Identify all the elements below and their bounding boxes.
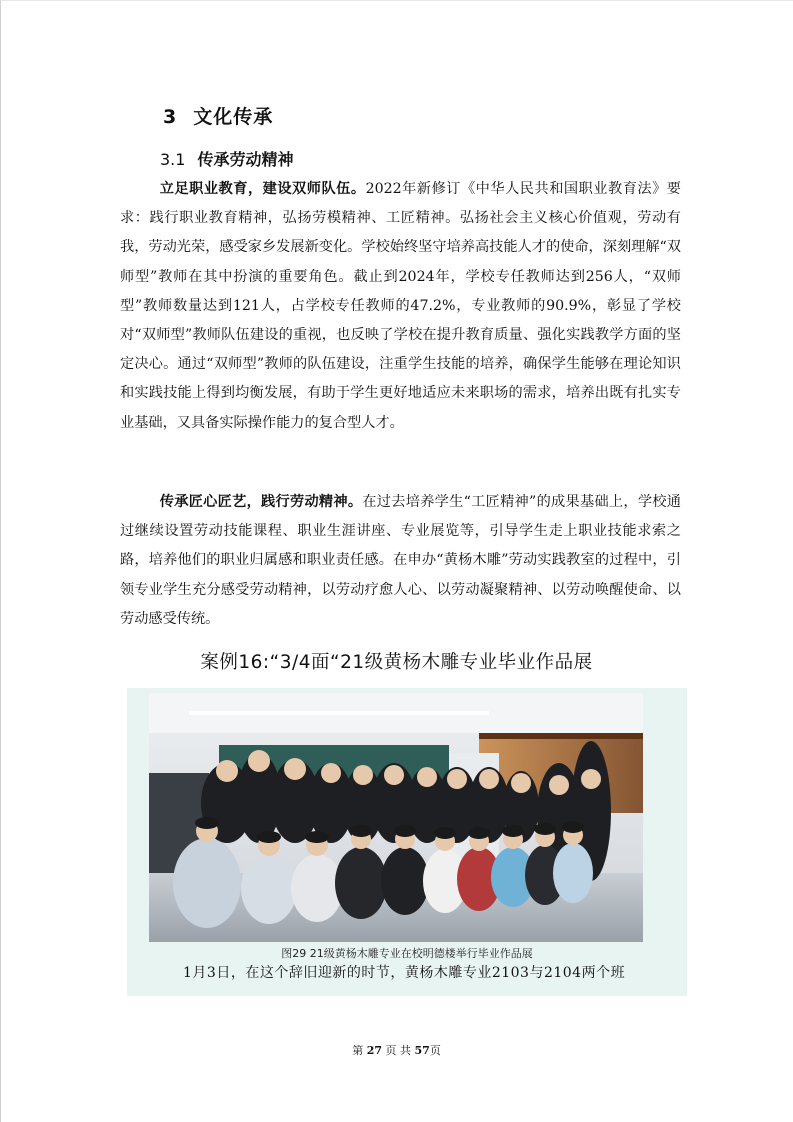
footer-prefix: 第 xyxy=(352,1044,364,1057)
paragraph-craftsmanship xyxy=(120,488,681,634)
section-number: 3 xyxy=(163,106,178,128)
paragraph-body: 2022年新修订《中华人民共和国职业教育法》要求：践行职业教育精神，弘扬劳模精神、工匠精神。弘扬社会主义核心价值观，劳动有我，劳动光荣，感受家乡发展新变化。学校始终坚守培养高技能人才的使命，深刻理解“双师型”教师在其中扮演的重要角色。截止到2024年，学校专任教师达到256人，“双师型”教师数量达到121人，占学校专任教师的47.2%，专业教师的90.9%，彰显了学校对“双师型”教师队伍建设的重视，也反映了学校在提升教育质量、强化实践教学方面的坚定决心。通过“双师型”教师的队伍建设，注重学生技能的培养，确保学生能够在理论知识和实践技能上得到均衡发展，有助于学生更好地适应未来职场的需求，培养出既有扎实专业基础，又具备实际操作能力的复合型人才。 xyxy=(120,181,681,431)
section-title: 文化传承 xyxy=(193,106,274,128)
total-page-number: 57 xyxy=(414,1044,430,1057)
paragraph-lead: 立足职业教育，建设双师队伍。 xyxy=(159,181,366,197)
group-photo xyxy=(149,693,643,942)
case-text: 1月3日，在这个辞旧迎新的时节，黄杨木雕专业2103与2104两个班 xyxy=(183,965,626,981)
subsection-number: 3.1 xyxy=(160,150,186,169)
figure-caption: 图29 21级黄杨木雕专业在校明德楼举行毕业作品展 xyxy=(281,947,533,960)
paragraph-lead: 传承匠心匠艺，践行劳动精神。 xyxy=(159,494,363,510)
footer-middle: 页 共 xyxy=(385,1044,411,1057)
section-heading xyxy=(163,102,273,129)
page-footer xyxy=(0,1042,793,1058)
group-photo-illustration xyxy=(149,693,643,942)
footer-suffix: 页 xyxy=(429,1044,441,1057)
subsection-heading xyxy=(160,147,293,170)
case-title: 案例16:“3/4面“21级黄杨木雕专业毕业作品展 xyxy=(200,652,593,673)
case-box xyxy=(127,688,687,996)
subsection-title: 传承劳动精神 xyxy=(197,150,294,169)
current-page-number: 27 xyxy=(366,1044,382,1057)
paragraph-body: 在过去培养学生“工匠精神”的成果基础上，学校通过继续设置劳动技能课程、职业生涯讲座、专业展览等，引导学生走上职业技能求索之路，培养他们的职业归属感和职业责任感。在申办“黄杨木雕”劳动实践教室的过程中，引领专业学生充分感受劳动精神，以劳动疗愈人心、以劳动凝聚精神、以劳动唤醒使命、以劳动感受传统。 xyxy=(120,494,681,627)
paragraph-dual-teacher xyxy=(120,175,681,438)
